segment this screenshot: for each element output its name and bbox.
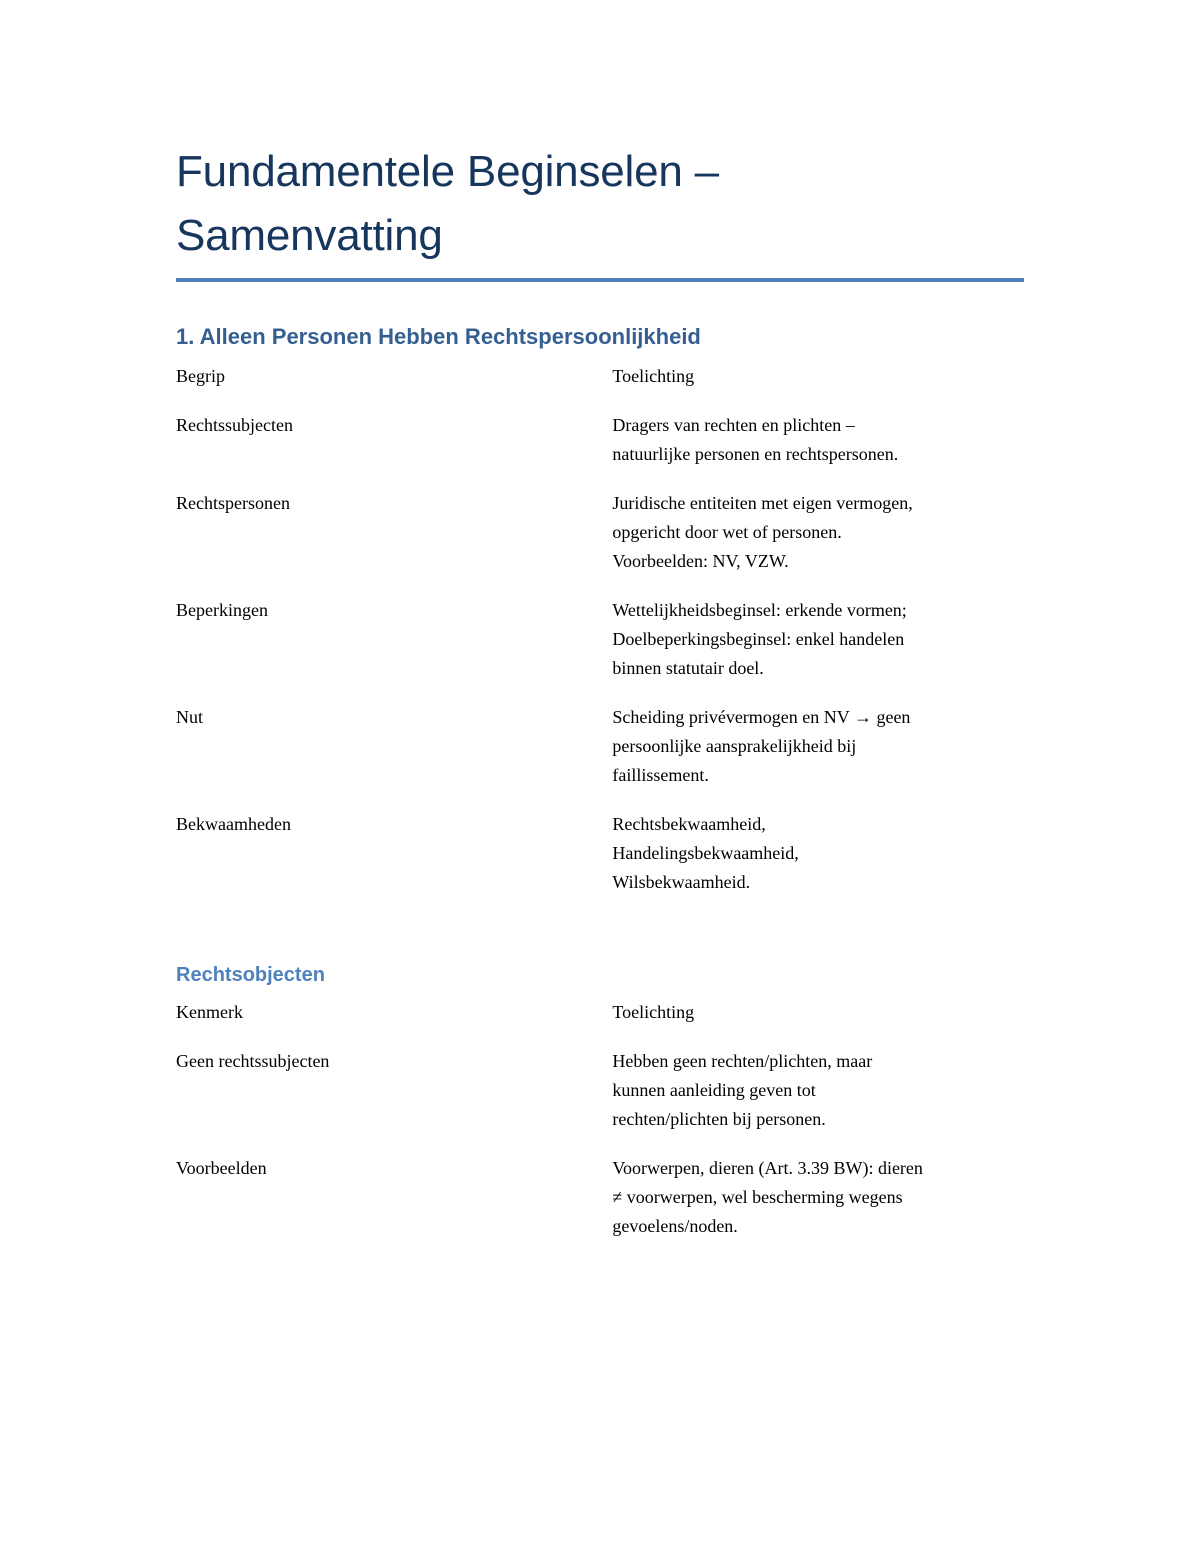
document-page [176, 140, 1024, 1236]
table-row [176, 1047, 1024, 1154]
table-row [176, 489, 1024, 596]
column-header-feature: Kenmerk [176, 1002, 243, 1022]
explanation-line: natuurlijke personen en rechtspersonen. [612, 444, 899, 464]
document-title-line-1: Fundamentele Beginselen – [176, 147, 719, 196]
table-row [176, 810, 1024, 917]
row-term: Bekwaamheden [176, 814, 291, 834]
row-explanation [612, 1047, 1024, 1154]
section-2-heading: Rechtsobjecten [176, 964, 325, 986]
table-header-row [176, 362, 1024, 411]
column-header-explanation: Toelichting [612, 366, 695, 386]
explanation-line: Wettelijkheidsbeginsel: erkende vormen; [612, 600, 907, 620]
row-explanation [612, 1154, 1024, 1261]
section-2-table [176, 998, 1024, 1261]
explanation-line: opgericht door wet of personen. [612, 522, 842, 542]
document-title-line-2: Samenvatting [176, 211, 443, 260]
explanation-line: kunnen aanleiding geven tot [612, 1080, 816, 1100]
row-explanation [612, 703, 1024, 810]
row-explanation [612, 596, 1024, 703]
section-1-table [176, 362, 1024, 917]
row-explanation [612, 489, 1024, 596]
row-term: Beperkingen [176, 600, 268, 620]
explanation-line: ≠ voorwerpen, wel bescherming wegens [612, 1187, 903, 1207]
row-term: Rechtssubjecten [176, 415, 293, 435]
row-term: Nut [176, 707, 203, 727]
row-term: Geen rechtssubjecten [176, 1051, 330, 1071]
explanation-line: faillissement. [612, 765, 709, 785]
column-header-explanation: Toelichting [612, 1002, 695, 1022]
table-row [176, 703, 1024, 810]
document-title [176, 140, 1024, 268]
row-term: Voorbeelden [176, 1158, 267, 1178]
explanation-line: Scheiding privévermogen en NV → geen [612, 707, 911, 727]
table-row [176, 1154, 1024, 1261]
explanation-line: Wilsbekwaamheid. [612, 872, 751, 892]
explanation-line: rechten/plichten bij personen. [612, 1109, 826, 1129]
title-underline-rule [176, 278, 1024, 282]
table-row [176, 596, 1024, 703]
section-1-heading: 1. Alleen Personen Hebben Rechtspersoonlijkheid [176, 324, 701, 349]
column-header-term: Begrip [176, 366, 225, 386]
table-header-row [176, 998, 1024, 1047]
row-term: Rechtspersonen [176, 493, 290, 513]
explanation-line: Handelingsbekwaamheid, [612, 843, 799, 863]
explanation-line: Doelbeperkingsbeginsel: enkel handelen [612, 629, 905, 649]
explanation-line: Juridische entiteiten met eigen vermogen, [612, 493, 913, 513]
row-explanation [612, 810, 1024, 917]
explanation-line: persoonlijke aansprakelijkheid bij [612, 736, 857, 756]
row-explanation [612, 411, 1024, 489]
table-row [176, 411, 1024, 489]
explanation-line: gevoelens/noden. [612, 1216, 738, 1236]
explanation-line: Hebben geen rechten/plichten, maar [612, 1051, 873, 1071]
explanation-line: Voorbeelden: NV, VZW. [612, 551, 789, 571]
explanation-line: Rechtsbekwaamheid, [612, 814, 766, 834]
explanation-line: binnen statutair doel. [612, 658, 764, 678]
explanation-line: Voorwerpen, dieren (Art. 3.39 BW): dieren [612, 1158, 923, 1178]
explanation-line: Dragers van rechten en plichten – [612, 415, 855, 435]
